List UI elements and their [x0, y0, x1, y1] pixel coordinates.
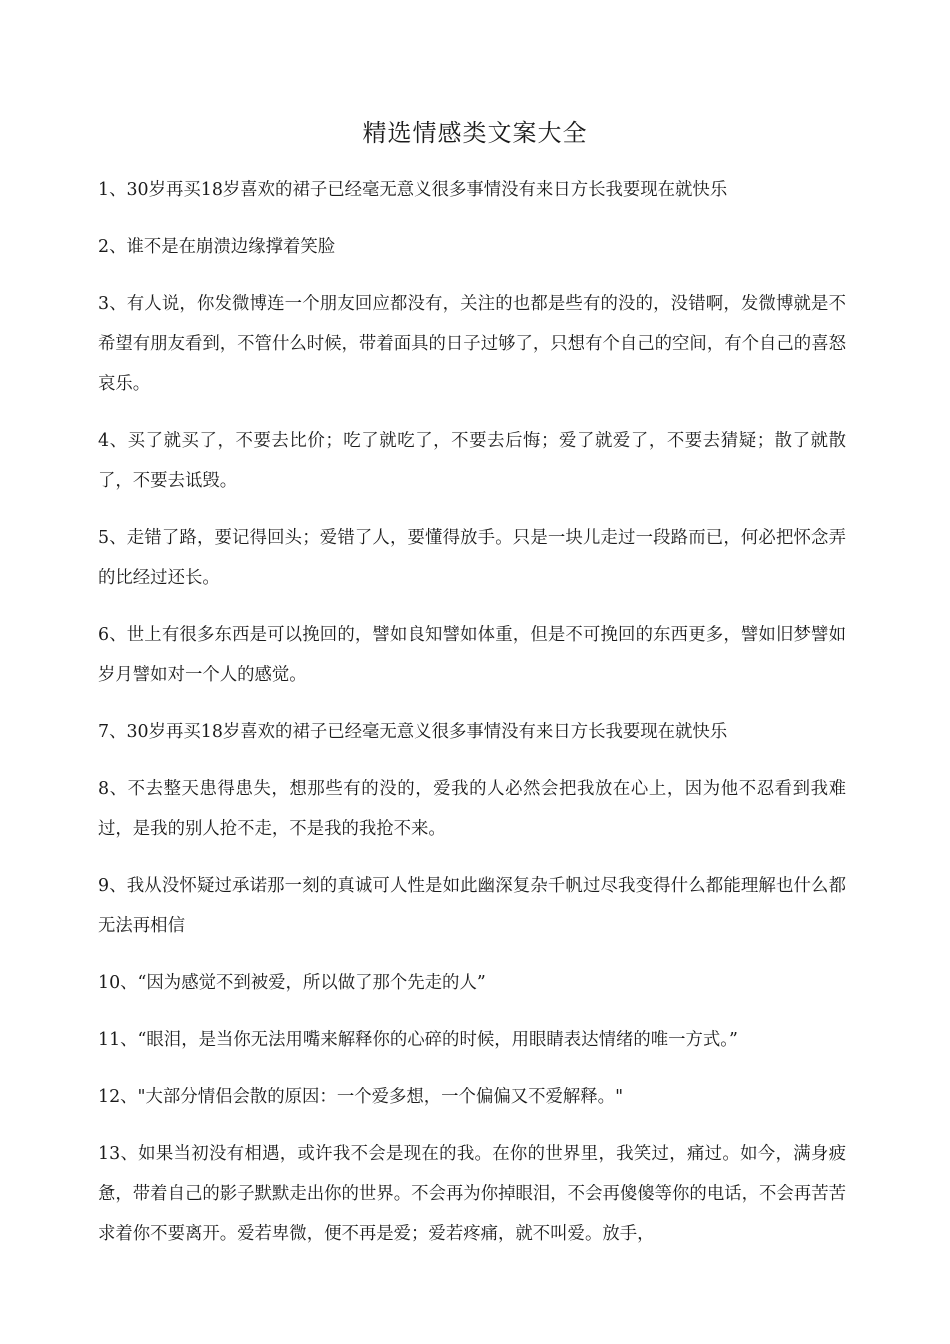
paragraph-2: 2、谁不是在崩溃边缘撑着笑脸 — [98, 237, 336, 257]
paragraph-4: 4、买了就买了，不要去比价；吃了就吃了，不要去后悔；爱了就爱了，不要去猜疑；散了就散了，不要去诋毁。 — [98, 431, 846, 491]
paragraph-3: 3、有人说，你发微博连一个朋友回应都没有，关注的也都是些有的没的，没错啊，发微博就是不希望有朋友看到，不管什么时候，带着面具的日子过够了，只想有个自己的空间，有个自己的喜怒哀乐。 — [98, 294, 846, 394]
paragraph-8: 8、不去整天患得患失，想那些有的没的，爱我的人必然会把我放在心上，因为他不忍看到我难过，是我的别人抢不走，不是我的我抢不来。 — [98, 779, 846, 839]
page-title: 精选情感类文案大全 — [362, 119, 588, 147]
paragraph-1: 1、30岁再买18岁喜欢的裙子已经毫无意义很多事情没有来日方长我要现在就快乐 — [98, 180, 728, 200]
paragraph-6: 6、世上有很多东西是可以挽回的，譬如良知譬如体重，但是不可挽回的东西更多，譬如旧梦譬如岁月譬如对一个人的感觉。 — [98, 625, 846, 685]
paragraph-10: 10、“因为感觉不到被爱，所以做了那个先走的人” — [98, 973, 486, 993]
paragraph-11: 11、“眼泪，是当你无法用嘴来解释你的心碎的时候，用眼睛表达情绪的唯一方式。” — [98, 1030, 738, 1050]
paragraph-12: 12、"大部分情侣会散的原因：一个爱多想，一个偏偏又不爱解释。" — [98, 1087, 624, 1107]
document-body — [98, 170, 846, 1271]
paragraph-9: 9、我从没怀疑过承诺那一刻的真诚可人性是如此幽深复杂千帆过尽我变得什么都能理解也什么都无法再相信 — [98, 876, 846, 936]
paragraph-13: 13、如果当初没有相遇，或许我不会是现在的我。在你的世界里，我笑过，痛过。如今，满身疲惫，带着自己的影子默默走出你的世界。不会再为你掉眼泪，不会再傻傻等你的电话，不会再苦苦求着你不要离开。爱若卑微，便不再是爱；爱若疼痛，就不叫爱。放手， — [98, 1144, 846, 1244]
paragraph-7: 7、30岁再买18岁喜欢的裙子已经毫无意义很多事情没有来日方长我要现在就快乐 — [98, 722, 728, 742]
paragraph-5: 5、走错了路，要记得回头；爱错了人，要懂得放手。只是一块儿走过一段路而已，何必把怀念弄的比经过还长。 — [98, 528, 846, 588]
